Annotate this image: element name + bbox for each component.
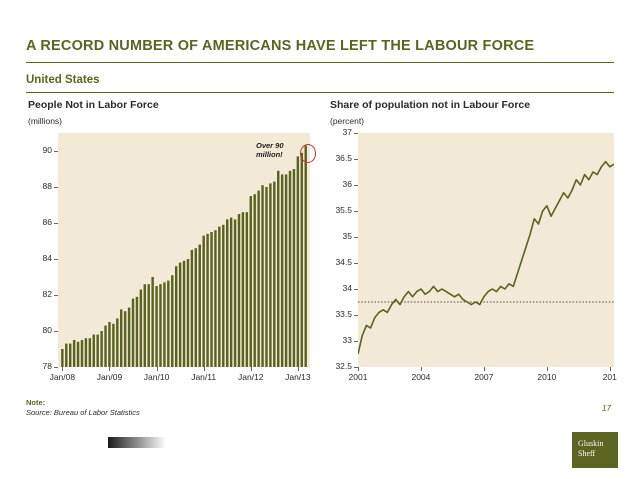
bar <box>277 171 279 367</box>
y-axis-tick-mark <box>54 367 58 368</box>
bar <box>120 309 122 367</box>
x-axis-tick-mark <box>251 367 252 371</box>
bar <box>140 290 142 367</box>
x-axis-tick-label: Jan/08 <box>49 372 76 382</box>
y-axis-tick-mark <box>54 331 58 332</box>
bar <box>195 248 197 367</box>
bar <box>183 261 185 367</box>
bar <box>171 275 173 367</box>
bar <box>128 308 130 367</box>
bar <box>81 340 83 367</box>
bar <box>163 282 165 367</box>
bar <box>69 344 71 367</box>
y-axis-tick-label: 82 <box>42 289 52 299</box>
y-axis-tick-label: 33 <box>342 335 352 345</box>
left-chart-units: (millions) <box>28 116 62 126</box>
bar <box>289 171 291 367</box>
page-title: A RECORD NUMBER OF AMERICANS HAVE LEFT THE LABOUR FORCE <box>26 38 535 54</box>
bar <box>238 214 240 367</box>
y-axis-tick-mark <box>354 289 358 290</box>
bar <box>159 284 161 367</box>
bar <box>89 338 91 367</box>
bar <box>242 212 244 367</box>
bar <box>265 187 267 367</box>
bar <box>73 340 75 367</box>
y-axis-tick-label: 86 <box>42 217 52 227</box>
y-axis-tick-mark <box>354 185 358 186</box>
bar <box>199 245 201 367</box>
y-axis-tick-mark <box>354 237 358 238</box>
subtitle-divider <box>26 92 614 93</box>
bar <box>124 311 126 367</box>
right-chart-line <box>358 133 614 367</box>
x-axis-tick-label: 2007 <box>474 372 494 382</box>
note-label: Note: <box>26 398 46 407</box>
y-axis-tick-label: 32.5 <box>335 361 352 371</box>
bar <box>293 169 295 367</box>
bar <box>65 344 67 367</box>
x-axis-tick-label: Jan/10 <box>143 372 170 382</box>
bar <box>100 331 102 367</box>
x-axis-tick-label: 2001 <box>348 372 368 382</box>
y-axis-tick-mark <box>354 341 358 342</box>
y-axis-tick-mark <box>354 133 358 134</box>
x-axis-tick-mark <box>610 367 611 371</box>
page-subtitle: United States <box>26 74 100 86</box>
bar <box>246 212 248 367</box>
left-chart-bars <box>58 133 310 367</box>
bar <box>226 219 228 367</box>
y-axis-tick-label: 90 <box>42 145 52 155</box>
bar <box>61 349 63 367</box>
x-axis-tick-label: Jan/11 <box>191 372 217 382</box>
page-number: 17 <box>602 404 611 413</box>
bar <box>261 185 263 367</box>
right-chart-units: (percent) <box>330 116 365 126</box>
y-axis-tick-label: 36.5 <box>335 153 352 163</box>
y-axis-tick-label: 80 <box>42 325 52 335</box>
bar <box>132 299 134 367</box>
y-axis-tick-mark <box>354 315 358 316</box>
bar <box>148 284 150 367</box>
bar <box>175 266 177 367</box>
bar <box>187 259 189 367</box>
y-axis-tick-label: 34.5 <box>335 257 352 267</box>
y-axis-tick-label: 84 <box>42 253 52 263</box>
x-axis-tick-label: Jan/09 <box>96 372 123 382</box>
bar <box>108 322 110 367</box>
bar <box>218 227 220 367</box>
bar <box>144 284 146 367</box>
y-axis-tick-mark <box>54 187 58 188</box>
x-axis-tick-label: Jan/12 <box>238 372 264 382</box>
y-axis-tick-mark <box>354 263 358 264</box>
bar <box>191 250 193 367</box>
y-axis-tick-mark <box>354 159 358 160</box>
y-axis-tick-mark <box>54 223 58 224</box>
series-line <box>358 162 614 354</box>
x-axis-tick-mark <box>157 367 158 371</box>
y-axis-tick-label: 37 <box>342 127 352 137</box>
x-axis-tick-mark <box>421 367 422 371</box>
bar <box>301 153 303 367</box>
bar <box>93 335 95 367</box>
annotation-line-1: Over 90 <box>256 141 284 150</box>
bar <box>234 219 236 367</box>
bar <box>167 281 169 367</box>
gradient-strip <box>108 437 166 448</box>
y-axis-tick-label: 35.5 <box>335 205 352 215</box>
bar <box>151 277 153 367</box>
x-axis-tick-mark <box>358 367 359 371</box>
bar <box>85 338 87 367</box>
right-chart-title: Share of population not in Labour Force <box>330 99 531 111</box>
logo-line-1: Gluskin <box>578 439 604 448</box>
x-axis-tick-mark <box>204 367 205 371</box>
bar <box>257 191 259 367</box>
x-axis-tick-mark <box>62 367 63 371</box>
x-axis-tick-label: 2004 <box>411 372 431 382</box>
left-chart-annotation <box>256 142 284 159</box>
y-axis-tick-mark <box>54 151 58 152</box>
y-axis-tick-label: 88 <box>42 181 52 191</box>
x-axis-tick-mark <box>109 367 110 371</box>
x-axis-tick-label: 201 <box>602 372 617 382</box>
y-axis-tick-label: 35 <box>342 231 352 241</box>
bar <box>116 318 118 367</box>
x-axis-tick-mark <box>484 367 485 371</box>
x-axis-tick-mark <box>298 367 299 371</box>
bar <box>230 218 232 367</box>
annotation-line-2: million! <box>256 149 283 159</box>
y-axis-tick-mark <box>54 259 58 260</box>
red-ellipse-marker-icon <box>300 144 316 163</box>
bar <box>112 324 114 367</box>
bar <box>250 196 252 367</box>
bar <box>305 146 307 367</box>
company-logo-text <box>578 439 618 458</box>
y-axis-tick-label: 33.5 <box>335 309 352 319</box>
bar <box>222 225 224 367</box>
bar <box>206 234 208 367</box>
source-text: Source: Bureau of Labor Statistics <box>26 408 140 417</box>
bar <box>136 297 138 367</box>
bar <box>202 236 204 367</box>
y-axis-tick-label: 78 <box>42 361 52 371</box>
bar <box>214 230 216 367</box>
x-axis-tick-label: Jan/13 <box>285 372 311 382</box>
y-axis-tick-mark <box>354 211 358 212</box>
bar <box>269 183 271 367</box>
y-axis-tick-mark <box>54 295 58 296</box>
bar <box>285 174 287 367</box>
logo-line-2: Sheff <box>578 448 596 458</box>
y-axis-tick-label: 36 <box>342 179 352 189</box>
bar <box>210 232 212 367</box>
title-divider <box>26 62 614 63</box>
x-axis-tick-mark <box>547 367 548 371</box>
bar <box>297 156 299 367</box>
bar <box>104 326 106 367</box>
bar <box>253 194 255 367</box>
bar <box>96 335 98 367</box>
bar <box>179 263 181 367</box>
x-axis-tick-label: 2010 <box>537 372 557 382</box>
bar <box>273 182 275 367</box>
bar <box>281 174 283 367</box>
y-axis-tick-label: 34 <box>342 283 352 293</box>
bar <box>155 286 157 367</box>
bar <box>77 342 79 367</box>
left-chart-title: People Not in Labor Force <box>28 99 159 111</box>
